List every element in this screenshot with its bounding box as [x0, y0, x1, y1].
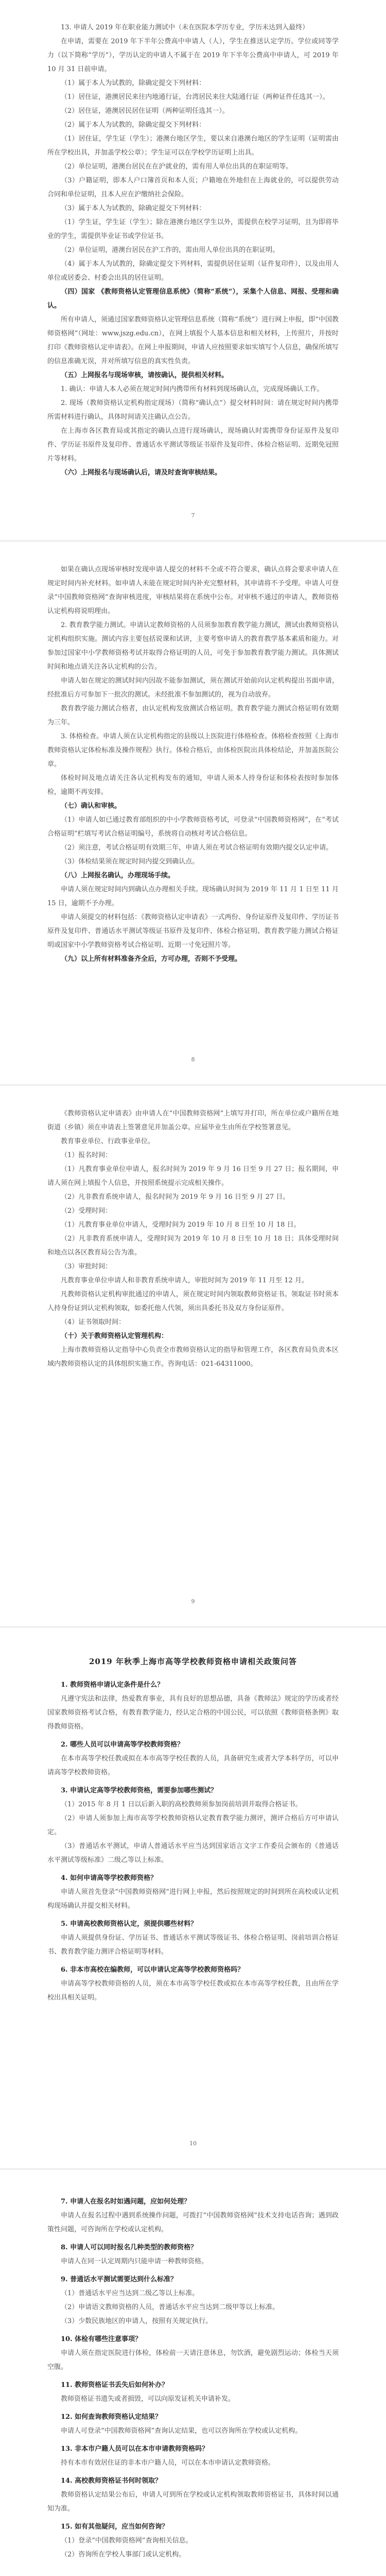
paragraph: （1）凡教育事业单位申请人，报名时间为 2019 年 9 月 16 日至 9 月 27 日；报名期间，申请人须在网上填报个人信息，并按照系统提示完成相关操作。 — [47, 1165, 339, 1187]
question-heading: 3. 申请认定高等学校教师资格，需要参加哪些测试？ — [61, 1787, 218, 1794]
paragraph: （3）审批时间： — [61, 1263, 112, 1270]
question-heading: 8. 申请人可以同时报名几种类型的教师资格？ — [61, 2244, 198, 2251]
paragraph: 申请人须提交的材料包括：《教师资格认定申请表》一式两份、身份证原件及复印件、学历证书原件及复印件、普通话水平测试等级证书原件及复印件、体检合格证明、教育教学能力测试合格证明或国家中小学教师资格考试合格证明、近期一寸免冠照片等。 — [47, 913, 339, 949]
question-heading: 10. 体检有哪些注意事项？ — [61, 2335, 142, 2343]
page-number: 9 — [191, 1598, 195, 1605]
paragraph: 申请人须在指定医院进行体检，体检前一天请注意休息，勿饮酒，避免剧烈运动；体检当天须空腹。 — [47, 2349, 339, 2371]
paragraph: 所有申请人，须通过国家教师资格认定管理信息系统（简称“系统”）进行网上申报，即“中国教师资格网”（网址：www.jszg.edu.cn），在网上填报个人基本信息和相关材料，上传照片，并按时打印《教师资格认定申请表》。在网上申报期间，申请人应按照要求如实填写个人信息，确保所填写的信息准确无误，并对所填写信息的真实性负责。 — [47, 316, 339, 365]
paragraph: 申请人须在规定时间内到确认点办理相关手续。现场确认时间为 2019 年 11 月 1 日至 11 月 15 日，逾期不予办理。 — [47, 886, 339, 907]
paragraph: 13. 申请人 2019 年在职业能力测试中（未在医院本学历专业，学历未达到入最终） — [61, 24, 309, 31]
paragraph: （3）少数民族地区的申请人，按照有关规定执行。 — [61, 2317, 213, 2325]
paragraph: （2）咨询所在学校人事部门或认定机构。 — [61, 2551, 186, 2558]
paragraph: （3）属于本人为试教的，除确定提交下列材料： — [61, 205, 206, 212]
paragraph: 在本市高等学校任教或拟在本市高等学校任教的人员，具备研究生或者大学本科学历，可以申请高等学校教师资格。 — [47, 1755, 339, 1776]
paragraph: （1）登录“中国教师资格网”查询相关信息。 — [61, 2537, 192, 2545]
section-heading: （八）上网报名确认，办理现场手续。 — [61, 872, 175, 879]
paragraph: （3）户籍证明，即本人户口簿首页和本人页；户籍地在外地但在上海就业的，可以提供劳动合同和单位证明，且本人应在沪缴纳社会保险。 — [47, 177, 339, 198]
question-heading: 7. 申请人在报名时如遇问题，应如何处理？ — [61, 2198, 191, 2206]
paragraph: 3. 体格检查。申请人须在认定机构指定的县级以上医院进行体格检查。体格检查按照《上海市教师资格认定体检标准及操作规程》执行。体检合格后，由体检医院出具体检结论，并加盖医院公章。 — [47, 733, 339, 768]
document-page — [0, 0, 386, 540]
paragraph: （1）居住证，学生证（学生）；港澳台地区学生，要以来自港澳台地区的学生证明（证明需由所在学校出具，并加盖学校公章）；学生证可以在学校学历证明上出具。 — [47, 135, 339, 157]
paragraph: （4）证书领取时间： — [61, 1318, 126, 1326]
paragraph: （2）单位证明，港澳台居民在沪工作的，需由用人单位出具的在职证明。 — [61, 246, 279, 254]
question-heading: 4. 如何申请高等学校教师资格？ — [61, 1874, 157, 1882]
paragraph: 教育教学能力测试合格者，由认定机构发放测试合格证明。教育教学能力测试合格证明有效期为三年。 — [47, 705, 339, 726]
section-heading: （四）国家 《教师资格认定管理信息系统》（简称“系统”），采集个人信息、网报、受理和确认。 — [47, 288, 339, 310]
paragraph: （1）报名时间： — [61, 1151, 112, 1159]
paragraph: 申请人在同一认定周期内只能申请一种教师资格。 — [61, 2258, 208, 2265]
paragraph: 《教师资格认定申请表》由申请人在“中国教师资格网”上填写并打印，所在单位或户籍所在地街道（乡镇）须在申请表上签署意见并加盖公章。应届毕业生由所在学校签署意见。 — [47, 1110, 339, 1131]
question-heading: 6. 非本市高校在编教师，可以申请认定高等学校教师资格吗？ — [61, 1966, 244, 1974]
document-page — [0, 542, 386, 1084]
paragraph: 凡教育事业单位申请人和非教育系统申请人，审批时间为 2019 年 11 月至 12 月。 — [61, 1277, 308, 1284]
paragraph: （4）属于本人为试教的，除确定提交下列材料，需提供居住证明（证件复印件），以及由用人单位或居委会、村委会出具的居住证明。 — [47, 260, 339, 282]
paragraph: （2）属于本人为试教的，除确定提交下列材料： — [61, 121, 206, 129]
paragraph: 申请高等学校教师资格的人员，须在本市高等学校任教或拟在本市高等学校任教，且由所在学校出具相关证明。 — [47, 1980, 339, 2002]
section-heading: （七）确认和审核。 — [61, 802, 121, 810]
document-title: 2019 年秋季上海市高等学校教师资格申请相关政策问答 — [89, 1657, 297, 1666]
paragraph: 申请人在报名过程中遇到系统操作问题，可拨打“中国教师资格网”技术支持电话咨询；遇到政策性问题，可咨询所在学校或认定机构。 — [47, 2212, 339, 2233]
paragraph: 持有本市有效居住证的非本市户籍人员，可以在本市申请认定教师资格。 — [61, 2459, 275, 2467]
paragraph: （1）2015 年 8 月 1 日以后新入职的高校教师须参加岗前培训并取得合格证书。 — [61, 1801, 302, 1808]
paragraph: 在申请，需要在 2019 年下半年公费高中申请人（人），学生在推送认定学历。学位或同等学力（以下简称“学历”），学历认定的申请人不属于在 2019 年下半年公费高中申请人，可 2019 年 10 月 31 日前申请。 — [47, 38, 339, 73]
paragraph: 申请人如在规定的测试时间内因故不能参加测试，须在测试开始前向认定机构提出书面申请，经批准后方可参加下一批次的测试。未经批准不参加测试的，视为自动放弃。 — [47, 677, 339, 699]
paragraph: 教育事业单位、行政事业单位。 — [61, 1138, 155, 1145]
page-body — [47, 1678, 339, 2005]
paragraph: （2）单位证明，港澳台居民在在沪就业的，需有用人单位出具的在职证明等。 — [61, 163, 293, 171]
page-body — [47, 1107, 339, 1371]
document-page — [0, 2170, 386, 2576]
paragraph: （2）申请人须参加上海市高等学校教师资格认定教育教学能力测评，测评合格后方可申请认定。 — [47, 1815, 339, 1836]
question-heading: 15. 如有其他疑问，应当如何咨询？ — [61, 2523, 169, 2531]
paragraph: （2）申请语文教师资格的人员，普通话水平应当达到二级甲等以上标准。 — [61, 2303, 279, 2311]
paragraph: （1）申请人如已通过教育部组织的中小学教师资格考试，可登录“中国教师资格网”，在“考试合格证明”栏填写考试合格证明编号，系统将自动核对考试合格信息。 — [47, 816, 339, 838]
paragraph: 申请人可登录“中国教师资格网”查询认定结果，也可以咨询所在学校或认定机构。 — [61, 2427, 302, 2435]
section-heading: （六）上网报名与现场确认后，请及时查询审核结果。 — [61, 469, 222, 477]
paragraph: （2）须注意，考试合格证明有效期三年，申请人须在考试合格证明有效期内提交认定申请。 — [61, 844, 333, 852]
page-body — [47, 563, 339, 966]
page-body — [47, 2195, 339, 2562]
paragraph: （1）学生证，学生证（学生）；除在港澳台地区学生以外，需提供在校学习证明，且为即将毕业的学生，需提供毕业证书或学位证书。 — [47, 218, 339, 240]
page-number: 7 — [191, 512, 195, 519]
paragraph: （1）居住证，港澳居民来往内地通行证，台湾居民来往大陆通行证（两种证件任选其一）。 — [61, 93, 329, 101]
paragraph: （1）普通话水平应当达到二级乙等以上标准。 — [61, 2290, 199, 2297]
page-number: 8 — [191, 1056, 195, 1063]
paragraph: 凡教师资格认定机构审批通过的申请人，须在规定时间内领取教师资格证书。领取证书时须本人持身份证到认定机构领取，如委托他人代领，须出具委托书及双方身份证原件。 — [47, 1291, 339, 1312]
paragraph: （1）凡教育事业单位申请人，受理时间为 2019 年 10 月 8 日至 10 月 18 日。 — [61, 1221, 301, 1229]
paragraph: （3）体检结果须在规定时间内提交到确认点。 — [61, 858, 199, 866]
paragraph: 2. 现场（教师资格认定机构指定现场）（简称“确认点”）提交材料时间：请在规定时间内携带所需材料进行确认，具体时间请关注确认点公告。 — [47, 399, 339, 421]
question-heading: 12. 如何查询教师资格认定结果？ — [61, 2413, 162, 2421]
document-page — [0, 1086, 386, 1626]
paragraph: 教师资格认定结果公布后，申请人可到所在学校或认定机构领取教师资格证书，具体时间以通知为准。 — [47, 2491, 339, 2513]
question-heading: 11. 教师资格证书丢失后如何补办？ — [61, 2381, 169, 2389]
question-heading: 2. 哪些人员可以申请高等学校教师资格？ — [61, 1741, 184, 1749]
question-heading: 1. 教师资格申请认定条件是什么？ — [61, 1681, 164, 1689]
paragraph: （2）受理时间： — [61, 1207, 112, 1215]
paragraph: 体检时间及地点请关注各认定机构发布的通知，申请人须本人持身份证和体检表按时参加体检，逾期不再安排。 — [47, 774, 339, 796]
paragraph: （1）属于本人为试教的，除确定提交下列材料： — [61, 79, 206, 87]
question-heading: 13. 非本市户籍人员可以在本市申请教师资格吗？ — [61, 2445, 209, 2453]
section-heading: （九）以上所有材料准备齐全后，方可办理，否则不予受理。 — [61, 955, 242, 963]
question-heading: 14. 高校教师资格证书何时领取？ — [61, 2477, 162, 2485]
page-number: 10 — [189, 2140, 197, 2147]
paragraph: 凡遵守宪法和法律，热爱教育事业，具有良好的思想品德，具备《教师法》规定的学历或者经国家教师资格考试合格，有教育教学能力，经认定合格的中国公民，可以依照《教师资格条例》取得教师资格。 — [47, 1695, 339, 1731]
paragraph: （2）居住证，港澳居民居住证明（两种证明任选其一）。 — [61, 107, 229, 115]
page-body — [47, 21, 339, 480]
paragraph: 2. 教育教学能力测试。申请认定教师资格的人员须参加教育教学能力测试，测试由教师资格认定机构组织实施。测试内容主要包括说课和试讲，主要考察申请人的教育教学基本素质和能力。对参加过国家中小学教师资格考试并取得合格证明的人员，可免于参加教育教学能力测试。具体测试时间和地点请关注各认定机构的公告。 — [47, 621, 339, 671]
paragraph: 1. 确认：申请人本人必须在规定时间内携带所有材料到现场确认点，完成现场确认工作。 — [61, 385, 324, 393]
paragraph: 在上海市各区教育局或其指定的确认点进行现场确认，现场确认时需携带身份证原件及复印件、学历证书原件及复印件、普通话水平测试等级证书原件及复印件、体检合格证明、近期免冠照片等材料。 — [47, 427, 339, 463]
paragraph: （3）普通话水平测试，申请人普通话水平应当达到国家语言文字工作委员会颁布的《普通话水平测试等级标准》二级乙等以上标准。 — [47, 1842, 339, 1864]
section-heading: （十）关于教师资格认定管理机构： — [61, 1332, 168, 1340]
section-heading: （五）上网报名与现场审核，请按确认，提供相关材料。 — [61, 371, 229, 379]
paragraph: 申请人须提供身份证、学历证书、普通话水平测试等级证书、体检合格证明、岗前培训合格证书、教育教学能力测评合格证明等材料。 — [47, 1934, 339, 1956]
paragraph: （2）凡非教育系统申请人，受理时间为 2019 年 10 月 8 日至 10 月 18 日；具体受理时间和地点以各区教育局公告为准。 — [47, 1235, 339, 1257]
question-heading: 5. 申请高校教师资格认定，须提供哪些材料？ — [61, 1920, 198, 1928]
paragraph: （2）凡非教育系统申请人，报名时间为 2019 年 9 月 16 日至 9 月 27 日。 — [61, 1193, 290, 1201]
document-page — [0, 1628, 386, 2168]
question-heading: 9. 普通话水平测试需要达到什么标准？ — [61, 2276, 178, 2283]
paragraph: 上海市教师资格认定指导中心负责全市教师资格认定的指导和管理工作，各区教育局负责本区域内教师资格认定的具体组织实施工作。咨询电话：021-64311000。 — [47, 1346, 339, 1368]
paragraph: 如果在确认点现场审核时发现申请人提交的材料不全或不符合要求，确认点将会要求申请人在规定时间内补充材料。如申请人未能在规定时间内补充完整材料，其申请将不予受理。申请人可登录“中国教师资格网”查询审核进度，审核结果将在系统中公布。对审核不通过的申请人，教师资格认定机构将说明理由。 — [47, 566, 339, 615]
paragraph: 申请人须首先登录“中国教师资格网”进行网上申报，然后按照规定的时间到所在高校或认定机构现场确认并提交相关材料。 — [47, 1888, 339, 1910]
paragraph: 教师资格证书遗失或者损毁，可以向原发证机关申请补发。 — [61, 2395, 235, 2403]
